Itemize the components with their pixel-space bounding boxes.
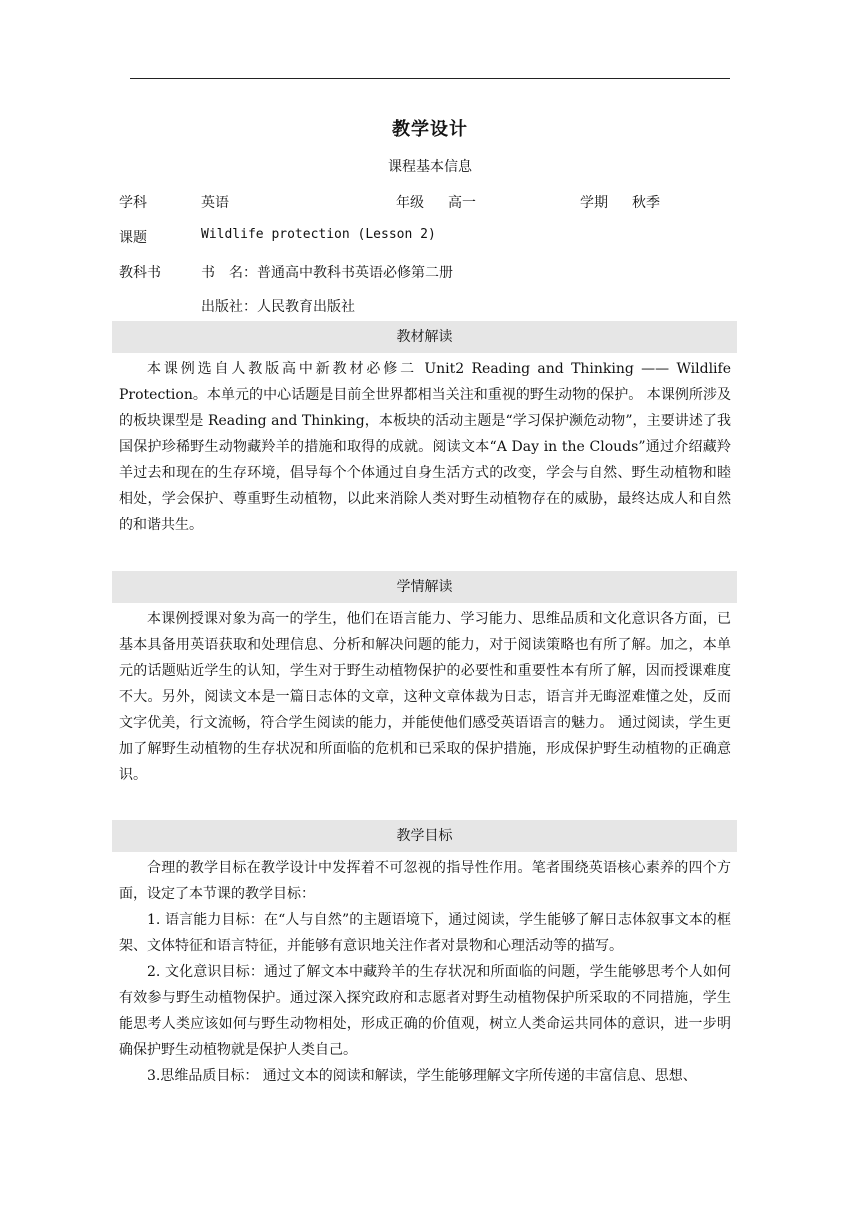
term-label: 学期 — [580, 195, 608, 211]
header-rule — [130, 78, 730, 79]
grade-label: 年级 — [396, 195, 424, 211]
subject-label: 学科 — [119, 195, 147, 211]
objective-item-2: 2. 文化意识目标：通过了解文本中藏羚羊的生存状况和所面临的问题，学生能够思考个人如何有效参与野生动植物保护。通过深入探究政府和志愿者对野生动植物保护所采取的不同措施，学生能思考人类应该如何与野生动物相处，形成正确的价值观，树立人类命运共同体的意识，进一步明确保护野生动植物就是保护人类自己。 — [119, 964, 731, 1058]
subject-value: 英语 — [201, 195, 229, 211]
topic-value: Wildlife protection (Lesson 2) — [201, 227, 436, 242]
textbook-analysis-body — [119, 356, 731, 538]
objective-item-1: 1. 语言能力目标：在“人与自然”的主题语境下，通过阅读，学生能够了解日志体叙事文本的框架、文体特征和语言特征，并能够有意识地关注作者对景物和心理活动等的描写。 — [119, 912, 731, 954]
textbook-analysis-paragraph: 本课例选自人教版高中新教材必修二 Unit2 Reading and Thinking —— Wildlife Protection。本单元的中心话题是目前全世界都相当关注和重视的野生动物的保护。 本课例所涉及的板块课型是 Reading and Thinking，本板块的活动主题是“学习保护濒危动物”，主要讲述了我国保护珍稀野生动物藏羚羊的措施和取得的成就。阅读文本“A Day in the Clouds”通过介绍藏羚羊过去和现在的生存环境，倡导每个个体通过自身生活方式的改变，学会与自然、野生动植物和睦相处，学会保护、尊重野生动植物，以此来消除人类对野生动植物存在的威胁，最终达成人和自然的和谐共生。 — [119, 361, 731, 533]
term-value: 秋季 — [632, 195, 660, 211]
textbook-label: 教科书 — [119, 265, 161, 281]
document-title: 教学设计 — [392, 119, 468, 140]
objectives-body — [119, 855, 731, 1089]
section-heading-textbook-analysis: 教材解读 — [112, 321, 737, 353]
objective-item-3: 3.思维品质目标： 通过文本的阅读和解读，学生能够理解文字所传递的丰富信息、思想、 — [147, 1068, 697, 1084]
section-heading-objectives: 教学目标 — [112, 820, 737, 852]
objectives-intro: 合理的教学目标在教学设计中发挥着不可忽视的指导性作用。笔者围绕英语核心素养的四个方面，设定了本节课的教学目标： — [119, 860, 731, 902]
student-analysis-body — [119, 606, 731, 788]
student-analysis-paragraph: 本课例授课对象为高一的学生，他们在语言能力、学习能力、思维品质和文化意识各方面，已基本具备用英语获取和处理信息、分析和解决问题的能力，对于阅读策略也有所了解。加之，本单元的话题贴近学生的认知，学生对于野生动植物保护的必要性和重要性本有所了解，因而授课难度不大。另外，阅读文本是一篇日志体的文章，这种文章体裁为日志，语言并无晦涩难懂之处，反而文字优美，行文流畅，符合学生阅读的能力，并能使他们感受英语语言的魅力。 通过阅读，学生更加了解野生动植物的生存状况和所面临的危机和已采取的保护措施，形成保护野生动植物的正确意识。 — [119, 611, 731, 783]
topic-label: 课题 — [119, 230, 147, 246]
section-heading-student-analysis: 学情解读 — [112, 571, 737, 603]
textbook-name: 书 名：普通高中教科书英语必修第二册 — [201, 265, 453, 281]
textbook-publisher: 出版社：人民教育出版社 — [201, 299, 355, 315]
grade-value: 高一 — [448, 195, 476, 211]
document-subtitle: 课程基本信息 — [388, 159, 472, 175]
